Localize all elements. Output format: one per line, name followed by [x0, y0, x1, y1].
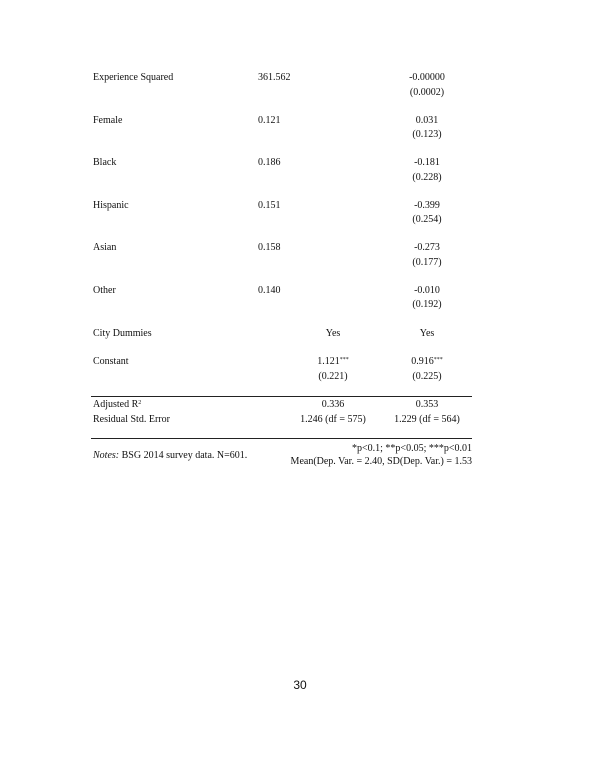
constant-model2 — [392, 356, 462, 368]
row-se-model2: (0.192) — [412, 299, 442, 310]
adj-r2-model1: 0.336 — [321, 399, 345, 410]
significance-stars: *** — [433, 357, 443, 363]
row-coef-model2: -0.181 — [414, 157, 440, 168]
table-notes — [93, 450, 247, 461]
table-rule — [91, 396, 472, 397]
adj-r2-label: Adjusted R — [93, 399, 139, 410]
row-label — [93, 399, 141, 411]
rse-model1: 1.246 (df = 575) — [300, 414, 366, 425]
row-label: Asian — [93, 242, 117, 253]
row-mean: 0.151 — [258, 200, 281, 211]
constant-se-model1: (0.221) — [318, 371, 348, 382]
table-rule — [91, 438, 472, 439]
rse-row — [0, 414, 600, 428]
table-row — [0, 72, 600, 86]
notes-text: BSG 2014 survey data. N=601. — [119, 450, 248, 461]
rse-model2: 1.229 (df = 564) — [394, 414, 460, 425]
row-label: Hispanic — [93, 200, 129, 211]
row-se-model2: (0.177) — [412, 257, 442, 268]
table-row-se — [0, 172, 600, 186]
table-row — [0, 285, 600, 299]
row-coef-model2: -0.010 — [414, 285, 440, 296]
notes-prefix: Notes: — [93, 450, 120, 461]
row-se-model2: (0.0002) — [409, 87, 445, 98]
adj-r2-model2: 0.353 — [415, 399, 439, 410]
row-coef-model2: 0.031 — [415, 115, 439, 126]
significance-note: *p<0.1; **p<0.05; ***p<0.01 — [352, 443, 472, 454]
row-label: City Dummies — [93, 328, 152, 339]
row-se-model2: (0.254) — [412, 214, 442, 225]
table-row — [0, 157, 600, 171]
row-coef-model2: -0.00000 — [409, 72, 445, 83]
row-mean: 361.562 — [258, 72, 291, 83]
table-row-se — [0, 299, 600, 313]
row-mean: 0.140 — [258, 285, 281, 296]
significance-stars: *** — [339, 357, 349, 363]
coef-value: 0.916 — [411, 356, 434, 367]
page-number: 30 — [293, 678, 307, 692]
summary-note: Mean(Dep. Var. = 2.40, SD(Dep. Var.) = 1.53 — [290, 456, 472, 467]
constant-se-model2: (0.225) — [412, 371, 442, 382]
table-row-se — [0, 214, 600, 228]
row-coef-model2: -0.399 — [414, 200, 440, 211]
row-label: Female — [93, 115, 123, 126]
superscript: 2 — [138, 400, 142, 406]
table-row — [0, 200, 600, 214]
row-se-model2: (0.123) — [412, 129, 442, 140]
row-model1: Yes — [325, 328, 341, 339]
table-row-se — [0, 257, 600, 271]
table-row-se — [0, 87, 600, 101]
row-se-model2: (0.228) — [412, 172, 442, 183]
row-label: Residual Std. Error — [93, 414, 170, 425]
row-mean: 0.121 — [258, 115, 281, 126]
constant-se-row — [0, 371, 600, 385]
row-model2: Yes — [419, 328, 435, 339]
row-label: Experience Squared — [93, 72, 174, 83]
row-mean: 0.158 — [258, 242, 281, 253]
adj-r2-row — [0, 399, 600, 413]
table-row — [0, 115, 600, 129]
row-label: Other — [93, 285, 116, 296]
table-row-se — [0, 129, 600, 143]
table-row — [0, 242, 600, 256]
row-mean: 0.186 — [258, 157, 281, 168]
constant-model1 — [298, 356, 368, 368]
row-label: Constant — [93, 356, 129, 367]
row-coef-model2: -0.273 — [414, 242, 440, 253]
constant-row — [0, 356, 600, 370]
city-dummies-row — [0, 328, 600, 342]
coef-value: 1.121 — [317, 356, 340, 367]
row-label: Black — [93, 157, 117, 168]
